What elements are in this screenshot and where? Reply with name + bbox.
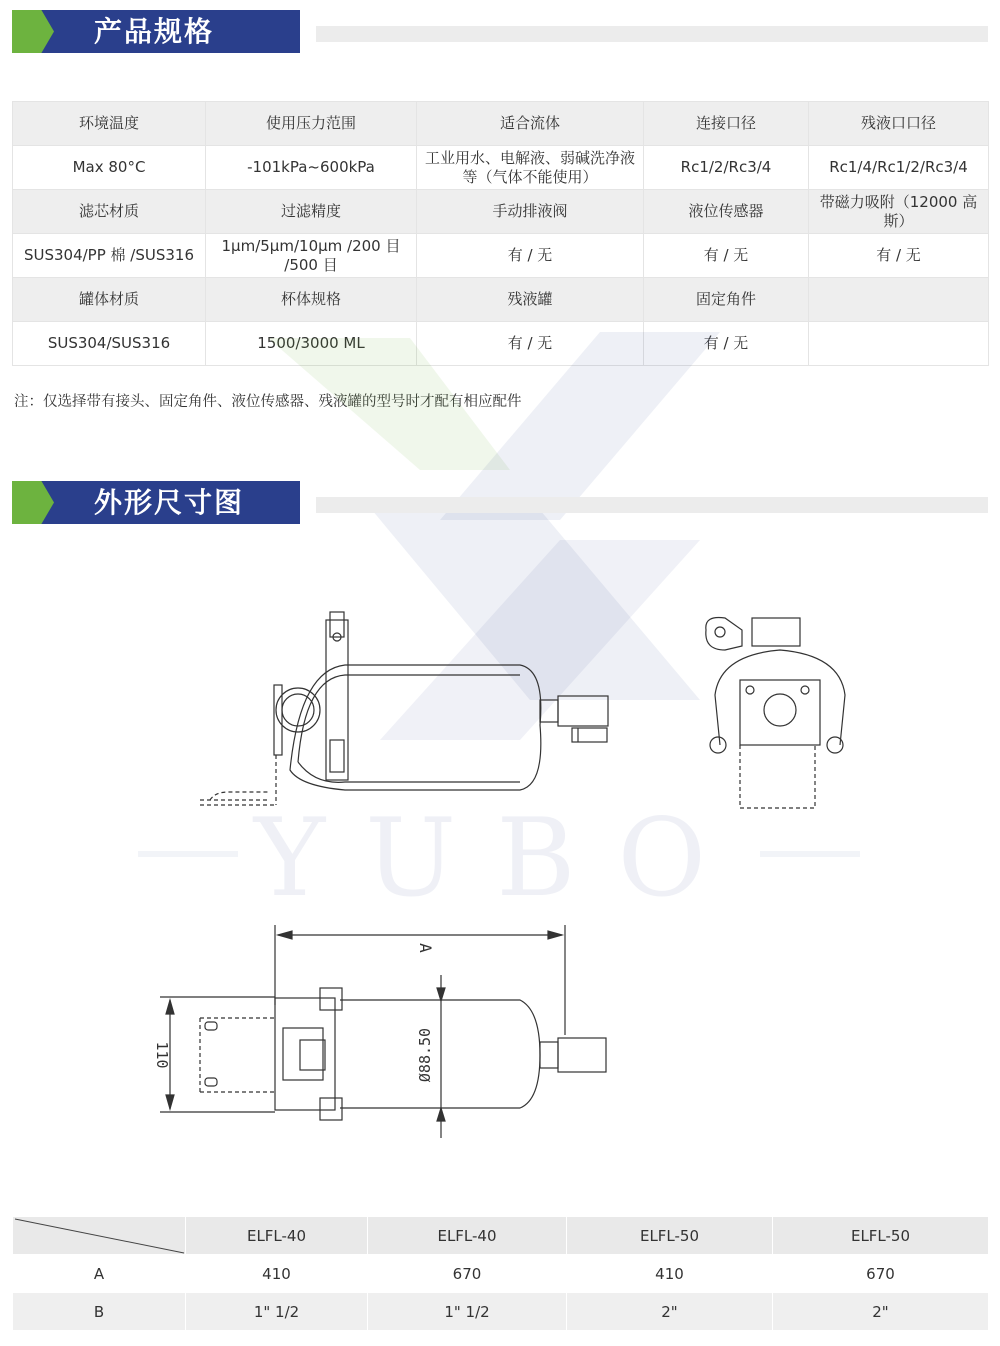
spec-header-cell bbox=[809, 278, 989, 322]
dim-value-cell: 1" 1/2 bbox=[186, 1293, 368, 1331]
spec-table bbox=[12, 101, 989, 366]
spec-value-cell: SUS304/SUS316 bbox=[13, 322, 206, 366]
section-header-specs bbox=[12, 10, 300, 53]
spec-value-cell: 有 / 无 bbox=[417, 322, 644, 366]
spec-value-cell: 1µm/5µm/10µm /200 目 /500 目 bbox=[206, 234, 417, 278]
spec-data-row bbox=[13, 146, 989, 190]
dimension-drawing bbox=[0, 560, 1000, 1160]
section-header-dimensions bbox=[12, 481, 300, 524]
spec-value-cell: -101kPa~600kPa bbox=[206, 146, 417, 190]
dim-value-cell: 410 bbox=[186, 1255, 368, 1293]
model-header-cell: ELFL-40 bbox=[186, 1217, 368, 1255]
spec-value-cell: 工业用水、电解液、弱碱洗净液等（气体不能使用） bbox=[417, 146, 644, 190]
header-divider-bar bbox=[316, 497, 988, 513]
model-header-cell: ELFL-50 bbox=[567, 1217, 773, 1255]
section-title: 外形尺寸图 bbox=[94, 486, 245, 519]
end-view bbox=[706, 618, 845, 809]
spec-header-row bbox=[13, 190, 989, 234]
spec-data-row bbox=[13, 322, 989, 366]
spec-header-cell: 固定角件 bbox=[644, 278, 809, 322]
spec-header-row bbox=[13, 278, 989, 322]
diagonal-line bbox=[13, 1217, 186, 1255]
spec-header-cell: 残液口口径 bbox=[809, 102, 989, 146]
dimension-label-a: A bbox=[416, 943, 435, 953]
corner-cell bbox=[13, 1217, 186, 1255]
header-divider-bar bbox=[316, 26, 988, 42]
dim-row-label: B bbox=[13, 1293, 186, 1331]
dim-value-cell: 670 bbox=[368, 1255, 567, 1293]
dimension-label-110: 110 bbox=[153, 1041, 171, 1069]
spec-header-cell: 连接口径 bbox=[644, 102, 809, 146]
dimension-table bbox=[12, 1216, 989, 1331]
watermark-text: YUBO bbox=[253, 796, 747, 920]
dim-value-cell: 2" bbox=[773, 1293, 989, 1331]
spec-value-cell: 有 / 无 bbox=[644, 322, 809, 366]
spec-header-cell: 滤芯材质 bbox=[13, 190, 206, 234]
spec-header-cell: 带磁力吸附（12000 高斯） bbox=[809, 190, 989, 234]
spec-value-cell: 1500/3000 ML bbox=[206, 322, 417, 366]
spec-header-cell: 适合流体 bbox=[417, 102, 644, 146]
model-header-cell: ELFL-50 bbox=[773, 1217, 989, 1255]
section-title: 产品规格 bbox=[94, 15, 215, 48]
spec-value-cell: Rc1/2/Rc3/4 bbox=[644, 146, 809, 190]
spec-header-cell: 杯体规格 bbox=[206, 278, 417, 322]
spec-header-cell: 残液罐 bbox=[417, 278, 644, 322]
spec-value-cell: 有 / 无 bbox=[644, 234, 809, 278]
spec-header-row bbox=[13, 102, 989, 146]
spec-value-cell: SUS304/PP 棉 /SUS316 bbox=[13, 234, 206, 278]
dim-value-cell: 2" bbox=[567, 1293, 773, 1331]
dim-row bbox=[13, 1255, 989, 1293]
header-arrow-icon bbox=[12, 10, 54, 53]
spec-value-cell: 有 / 无 bbox=[809, 234, 989, 278]
dim-value-cell: 410 bbox=[567, 1255, 773, 1293]
spec-value-cell: Max 80°C bbox=[13, 146, 206, 190]
dimension-label-diameter: Ø88.50 bbox=[416, 1027, 434, 1083]
spec-header-cell: 手动排液阀 bbox=[417, 190, 644, 234]
spec-header-cell: 过滤精度 bbox=[206, 190, 417, 234]
dim-value-cell: 1" 1/2 bbox=[368, 1293, 567, 1331]
plan-view bbox=[160, 925, 606, 1138]
dim-row-label: A bbox=[13, 1255, 186, 1293]
spec-data-row bbox=[13, 234, 989, 278]
spec-header-cell: 液位传感器 bbox=[644, 190, 809, 234]
spec-header-cell: 环境温度 bbox=[13, 102, 206, 146]
spec-header-cell: 使用压力范围 bbox=[206, 102, 417, 146]
spec-value-cell: 有 / 无 bbox=[417, 234, 644, 278]
side-view bbox=[200, 612, 608, 805]
model-header-cell: ELFL-40 bbox=[368, 1217, 567, 1255]
header-arrow-icon bbox=[12, 481, 54, 524]
spec-value-cell bbox=[809, 322, 989, 366]
spec-value-cell: Rc1/4/Rc1/2/Rc3/4 bbox=[809, 146, 989, 190]
dim-value-cell: 670 bbox=[773, 1255, 989, 1293]
dim-header-row bbox=[13, 1217, 989, 1255]
spec-header-cell: 罐体材质 bbox=[13, 278, 206, 322]
dim-row bbox=[13, 1293, 989, 1331]
spec-note: 注：仅选择带有接头、固定角件、液位传感器、残液罐的型号时才配有相应配件 bbox=[14, 394, 522, 410]
